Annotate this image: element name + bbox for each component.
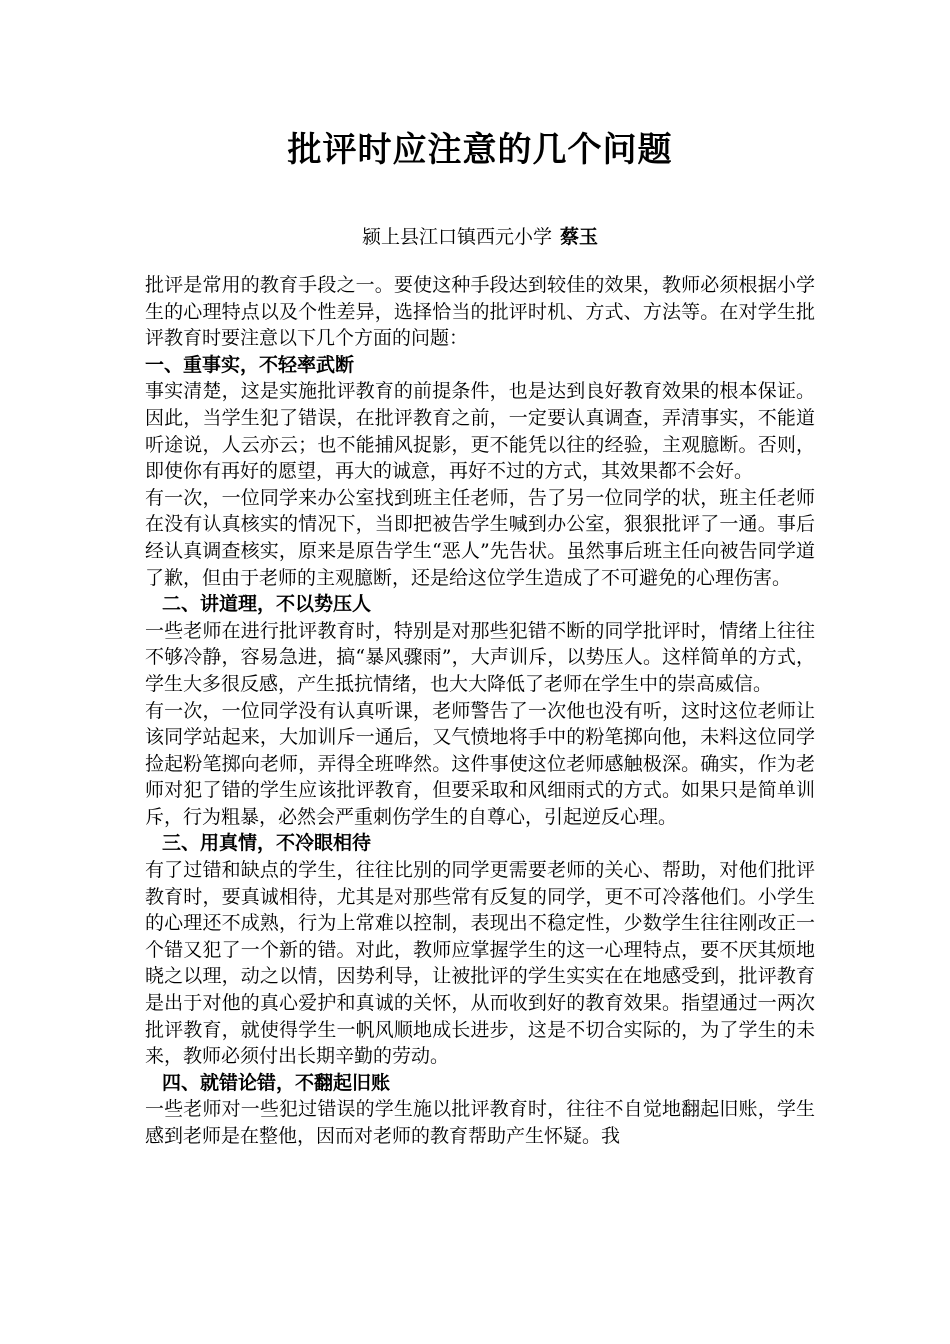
byline-school: 颍上县江口镇西元小学	[361, 226, 552, 248]
byline	[145, 224, 815, 250]
section-heading: 四、就错论错，不翻起旧账	[162, 1071, 391, 1094]
section-heading: 一、重事实，不轻率武断	[145, 353, 355, 376]
byline-author: 蔡玉	[560, 226, 599, 248]
body-paragraph: 一些老师对一些犯过错误的学生施以批评教育时，往往不自觉地翻起旧账，学生感到老师是在整他，因而对老师的教育帮助产生怀疑。我	[145, 1098, 815, 1147]
document-title: 批评时应注意的几个问题	[287, 130, 673, 170]
body-paragraph: 有一次，一位同学来办公室找到班主任老师，告了另一位同学的状，班主任老师在没有认真核实的情况下，当即把被告学生喊到办公室，狠狠批评了一通。事后经认真调查核实，原来是原告学生“恶人”先告状。虽然事后班主任向被告同学道了歉，但由于老师的主观臆断，还是给这位学生造成了不可避免的心理伤害。	[145, 486, 815, 589]
intro-paragraph: 批评是常用的教育手段之一。要使这种手段达到较佳的效果，教师必须根据小学生的心理特点以及个性差异，选择恰当的批评时机、方式、方法等。在对学生批评教育时要注意以下几个方面的问题：	[145, 274, 815, 350]
body-paragraph: 事实清楚，这是实施批评教育的前提条件，也是达到良好教育效果的根本保证。因此，当学生犯了错误，在批评教育之前，一定要认真调查，弄清事实，不能道听途说，人云亦云；也不能捕风捉影，更不能凭以往的经验，主观臆断。否则，即使你有再好的愿望，再大的诚意，再好不过的方式，其效果都不会好。	[145, 380, 815, 483]
body-paragraph: 有了过错和缺点的学生，往往比别的同学更需要老师的关心、帮助，对他们批评教育时，要真诚相待，尤其是对那些常有反复的同学，更不可冷落他们。小学生的心理还不成熟，行为上常难以控制，表现出不稳定性，少数学生往往刚改正一个错又犯了一个新的错。对此，教师应掌握学生的这一心理特点，要不厌其烦地晓之以理，动之以情，因势利导，让被批评的学生实实在在地感受到，批评教育是出于对他的真心爱护和真诚的关怀，从而收到好的教育效果。指望通过一两次批评教育，就使得学生一帆风顺地成长进步，这是不切合实际的，为了学生的未来，教师必须付出长期辛勤的劳动。	[145, 859, 815, 1068]
document-body	[145, 272, 815, 1150]
section-heading: 三、用真情，不冷眼相待	[162, 832, 372, 855]
body-paragraph: 一些老师在进行批评教育时，特别是对那些犯错不断的同学批评时，情绪上往往不够冷静，容易急进，搞“暴风骤雨”，大声训斥，以势压人。这样简单的方式，学生大多很反感，产生抵抗情绪，也大大降低了老师在学生中的崇高威信。	[145, 619, 815, 695]
body-paragraph: 有一次，一位同学没有认真听课，老师警告了一次他也没有听，这时这位老师让该同学站起来，大加训斥一通后，又气愤地将手中的粉笔掷向他，未料这位同学捡起粉笔掷向老师，弄得全班哗然。这件事使这位老师感触极深。确实，作为老师对犯了错的学生应该批评教育，但要采取和风细雨式的方式。如果只是简单训斥，行为粗暴，必然会严重刺伤学生的自尊心，引起逆反心理。	[145, 699, 815, 828]
section-heading: 二、讲道理，不以势压人	[162, 593, 372, 616]
